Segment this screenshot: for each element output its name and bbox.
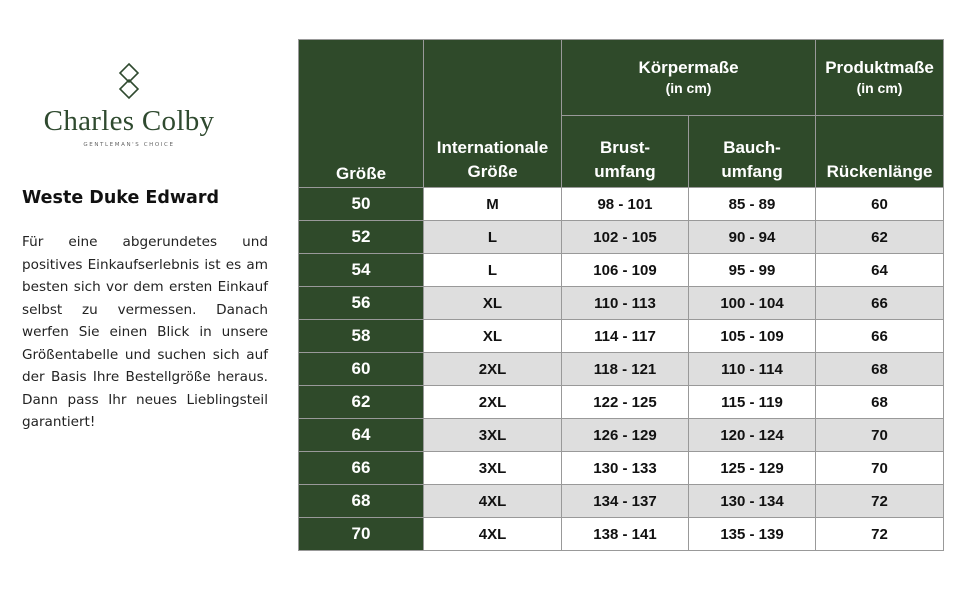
size-cell: 64 <box>299 419 424 452</box>
chest-cell: 98 - 101 <box>562 188 689 221</box>
header-body-unit: (in cm) <box>665 79 712 96</box>
size-cell: 54 <box>299 254 424 287</box>
chest-cell: 130 - 133 <box>562 452 689 485</box>
back-length-cell: 68 <box>816 353 944 386</box>
back-length-cell: 68 <box>816 386 944 419</box>
size-cell: 56 <box>299 287 424 320</box>
size-cell: 68 <box>299 485 424 518</box>
chest-cell: 122 - 125 <box>562 386 689 419</box>
size-cell: 50 <box>299 188 424 221</box>
intl-size-cell: 2XL <box>424 386 562 419</box>
chest-cell: 106 - 109 <box>562 254 689 287</box>
belly-cell: 115 - 119 <box>689 386 816 419</box>
brand-tagline: GENTLEMAN'S CHOICE <box>83 142 175 148</box>
belly-cell: 100 - 104 <box>689 287 816 320</box>
intl-size-cell: XL <box>424 320 562 353</box>
header-chest-line2: umfang <box>594 162 656 181</box>
header-size: Größe <box>299 40 424 188</box>
intl-size-cell: 3XL <box>424 452 562 485</box>
belly-cell: 120 - 124 <box>689 419 816 452</box>
belly-cell: 125 - 129 <box>689 452 816 485</box>
table-row <box>299 419 944 452</box>
header-intl-line1: Internationale <box>436 138 549 157</box>
product-title: Weste Duke Edward <box>22 188 220 208</box>
belly-cell: 135 - 139 <box>689 518 816 551</box>
size-cell: 58 <box>299 320 424 353</box>
back-length-cell: 72 <box>816 485 944 518</box>
product-description: Für eine abgerundetes und positives Einkaufserlebnis ist es am besten sich vor dem ersten Einkauf selbst zu vermessen. Danach werfen Sie einen Blick in unsere Größentabelle und suchen sich auf der Basis Ihre Bestellgröße heraus. Dann pass Ihr neues Lieblingsteil garantiert! <box>22 234 268 430</box>
table-row <box>299 188 944 221</box>
back-length-cell: 70 <box>816 419 944 452</box>
size-cell: 66 <box>299 452 424 485</box>
header-product-measurements <box>816 40 944 116</box>
table-row <box>299 254 944 287</box>
brand-logo <box>22 62 236 148</box>
belly-cell: 110 - 114 <box>689 353 816 386</box>
chest-cell: 134 - 137 <box>562 485 689 518</box>
chest-cell: 110 - 113 <box>562 287 689 320</box>
back-length-cell: 66 <box>816 287 944 320</box>
intl-size-cell: M <box>424 188 562 221</box>
intl-size-cell: 2XL <box>424 353 562 386</box>
back-length-cell: 70 <box>816 452 944 485</box>
belly-cell: 130 - 134 <box>689 485 816 518</box>
table-row <box>299 287 944 320</box>
header-international-size <box>424 40 562 188</box>
chest-cell: 138 - 141 <box>562 518 689 551</box>
header-chest <box>562 116 689 188</box>
header-body-measurements <box>562 40 816 116</box>
chest-cell: 114 - 117 <box>562 320 689 353</box>
intl-size-cell: 4XL <box>424 518 562 551</box>
size-cell: 52 <box>299 221 424 254</box>
size-cell: 60 <box>299 353 424 386</box>
back-length-cell: 64 <box>816 254 944 287</box>
intl-size-cell: XL <box>424 287 562 320</box>
header-back-length: Rückenlänge <box>816 116 944 188</box>
table-row <box>299 452 944 485</box>
header-belly <box>689 116 816 188</box>
double-diamond-icon <box>112 62 146 102</box>
table-row <box>299 485 944 518</box>
header-belly-line1: Bauch- <box>723 138 781 157</box>
intl-size-cell: 3XL <box>424 419 562 452</box>
chest-cell: 102 - 105 <box>562 221 689 254</box>
header-body-title: Körpermaße <box>638 57 739 77</box>
back-length-cell: 72 <box>816 518 944 551</box>
intl-size-cell: L <box>424 221 562 254</box>
header-intl-line2: Größe <box>467 162 518 181</box>
table-row <box>299 221 944 254</box>
back-length-cell: 60 <box>816 188 944 221</box>
chest-cell: 126 - 129 <box>562 419 689 452</box>
belly-cell: 90 - 94 <box>689 221 816 254</box>
belly-cell: 85 - 89 <box>689 188 816 221</box>
table-row <box>299 320 944 353</box>
back-length-cell: 66 <box>816 320 944 353</box>
table-row <box>299 353 944 386</box>
table-row <box>299 518 944 551</box>
intl-size-cell: L <box>424 254 562 287</box>
header-chest-line1: Brust- <box>599 138 651 157</box>
belly-cell: 105 - 109 <box>689 320 816 353</box>
header-product-title: Produktmaße <box>825 57 934 77</box>
size-cell: 62 <box>299 386 424 419</box>
size-cell: 70 <box>299 518 424 551</box>
chest-cell: 118 - 121 <box>562 353 689 386</box>
header-product-unit: (in cm) <box>856 79 903 96</box>
brand-name: Charles Colby <box>43 105 215 137</box>
belly-cell: 95 - 99 <box>689 254 816 287</box>
size-table <box>298 39 944 551</box>
intl-size-cell: 4XL <box>424 485 562 518</box>
header-belly-line2: umfang <box>721 162 783 181</box>
table-row <box>299 386 944 419</box>
back-length-cell: 62 <box>816 221 944 254</box>
